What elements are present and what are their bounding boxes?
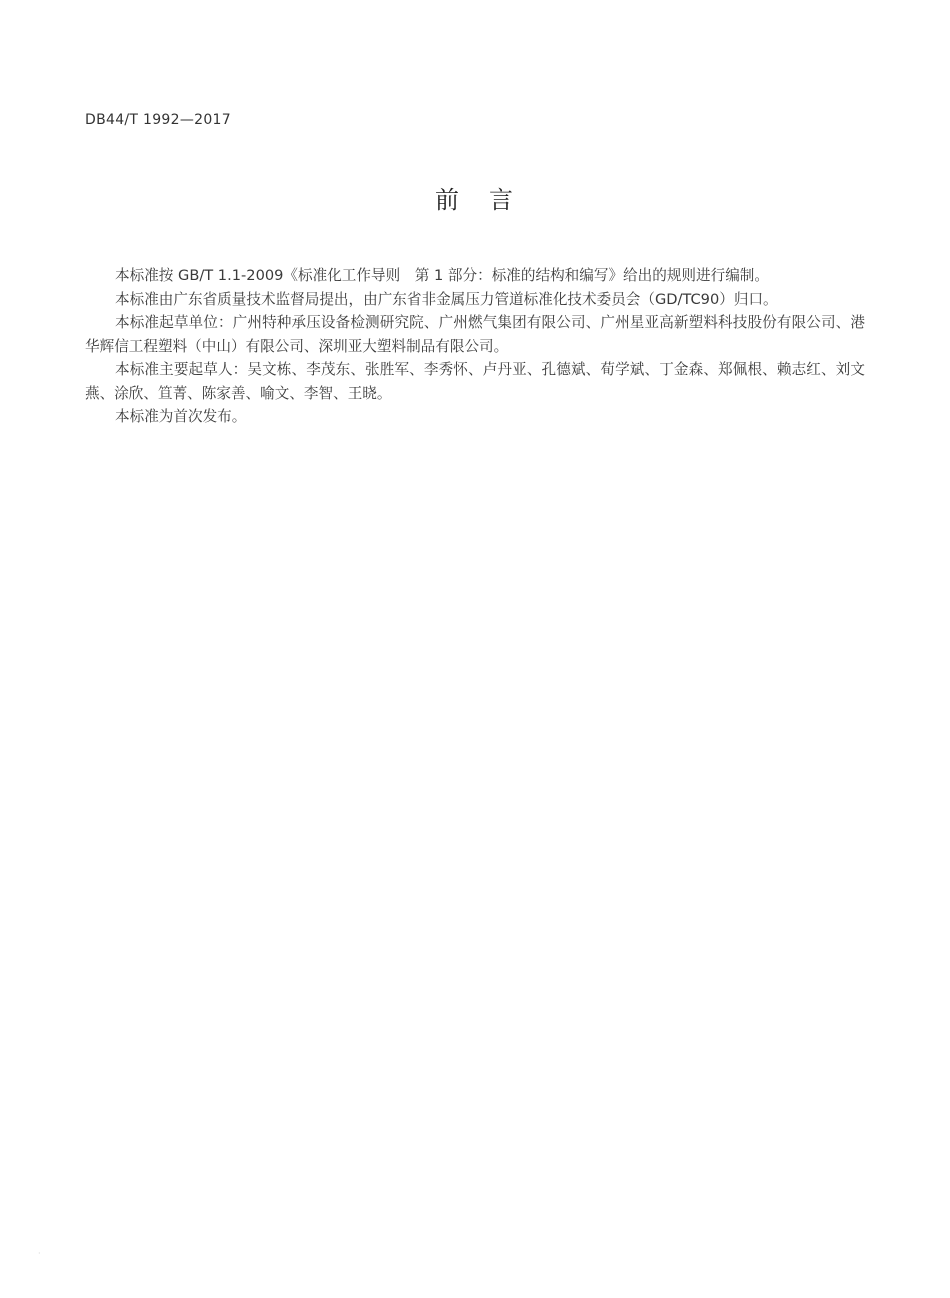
paragraph-first-release: 本标准为首次发布。 xyxy=(115,408,247,425)
preface-body xyxy=(85,264,865,429)
scan-speck: · xyxy=(38,1249,41,1258)
page-title xyxy=(0,180,950,215)
paragraph-drafting-units: 本标准起草单位：广州特种承压设备检测研究院、广州燃气集团有限公司、广州星亚高新塑料科技股份有限公司、港华辉信工程塑料（中山）有限公司、深圳亚大塑料制品有限公司。 xyxy=(85,314,865,355)
title-char-2: 言 xyxy=(489,186,515,214)
standard-code: DB44/T 1992—2017 xyxy=(85,112,231,128)
paragraph-drafting-rules: 本标准按 GB/T 1.1-2009《标准化工作导则 第 1 部分：标准的结构和编写》给出的规则进行编制。 xyxy=(115,267,769,284)
paragraph-drafters: 本标准主要起草人：吴文栋、李茂东、张胜军、李秀怀、卢丹亚、孔德斌、荀学斌、丁金森、郑佩根、赖志红、刘文燕、涂欣、笪菁、陈家善、喻文、李智、王晓。 xyxy=(85,361,865,402)
paragraph-proposer: 本标准由广东省质量技术监督局提出，由广东省非金属压力管道标准化技术委员会（GD/TC90）归口。 xyxy=(115,290,778,308)
title-char-1: 前 xyxy=(435,186,461,214)
